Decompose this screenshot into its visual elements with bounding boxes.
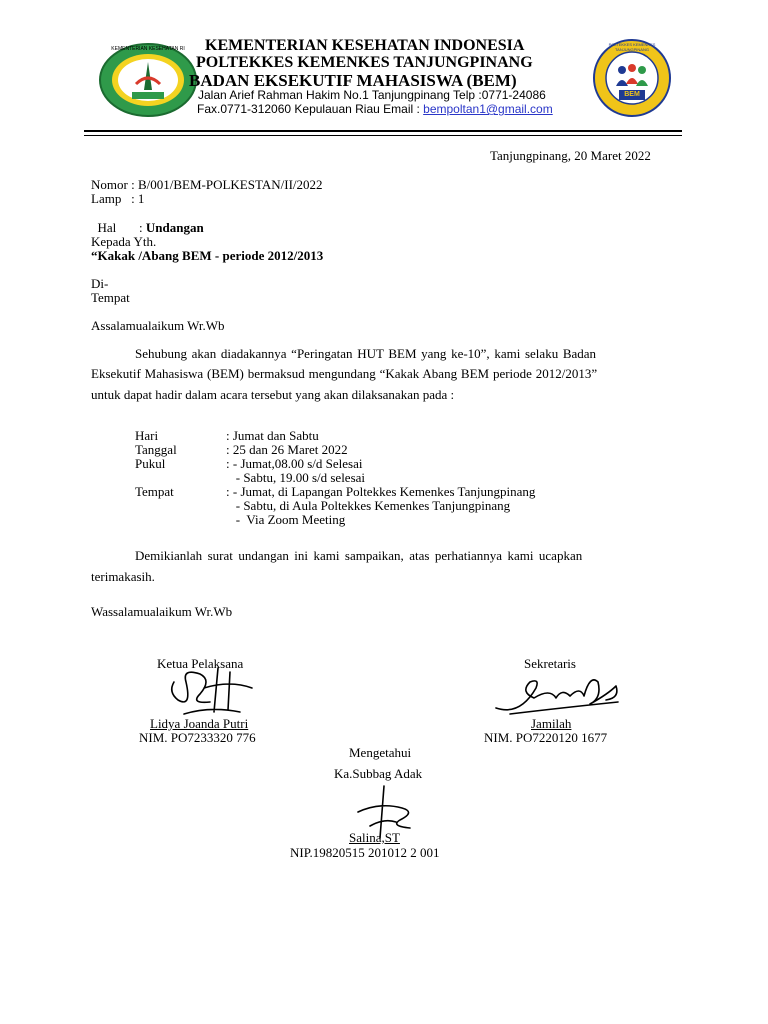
recipient-di: Di-: [91, 276, 109, 291]
letterhead-address: Jalan Arief Rahman Hakim No.1 Tanjungpinang Telp :0771-24086: [198, 88, 546, 102]
signer-center-mengetahui: Mengetahui: [349, 745, 412, 760]
event-label-tempat: Tempat: [135, 484, 174, 499]
bem-logo-badge: BEM: [624, 91, 640, 98]
letterhead-institution: POLTEKKES KEMENKES TANJUNGPINANG: [196, 54, 533, 71]
bem-logo-text: POLTEKKES KEMENKES TANJUNGPINANG: [608, 42, 656, 52]
letterhead-contact: [197, 102, 553, 116]
letterhead-organization: BADAN EKSEKUTIF MAHASISWA (BEM): [189, 71, 517, 90]
closing-line-1: Demikianlah surat undangan ini kami sampaikan, atas perhatiannya kami ucapkan: [135, 548, 583, 563]
signer-center-role: Ka.Subbag Adak: [334, 766, 423, 781]
closing-line-2: terimakasih.: [91, 569, 155, 584]
body-line-2: Eksekutif Mahasiswa (BEM) bermaksud mengundang “Kakak Abang BEM periode 2012/2013”: [91, 366, 598, 381]
letterhead-rule-thick: [84, 130, 682, 132]
signer-center-name: Salina,ST: [349, 830, 400, 845]
kemenkes-logo-text: KEMENTERIAN KESEHATAN RI: [111, 46, 185, 52]
date-place: Tanjungpinang, 20 Maret 2022: [490, 148, 651, 163]
event-value-pukul-1: : - Jumat,08.00 s/d Selesai: [226, 456, 363, 471]
event-label-hari: Hari: [135, 428, 159, 443]
letter-subject-label: Hal :: [97, 220, 146, 235]
event-value-tempat-3: - Via Zoom Meeting: [226, 512, 346, 527]
letter-subject: [91, 205, 204, 235]
signer-left-role: Ketua Pelaksana: [157, 656, 244, 671]
letter-attachment: Lamp : 1: [91, 191, 145, 206]
letter-subject-value: Undangan: [145, 220, 204, 235]
signer-left-name: Lidya Joanda Putri: [150, 716, 249, 731]
signer-right-role: Sekretaris: [524, 656, 576, 671]
signer-right-id: NIM. PO7220120 1677: [484, 730, 608, 745]
letter-number: Nomor : B/001/BEM-POLKESTAN/II/2022: [91, 177, 323, 192]
greeting: Assalamualaikum Wr.Wb: [91, 318, 225, 333]
recipient-name: “Kakak /Abang BEM - periode 2012/2013: [91, 248, 324, 263]
event-value-hari: : Jumat dan Sabtu: [226, 428, 319, 443]
bem-logo: [592, 38, 672, 118]
recipient-kepada: Kepada Yth.: [91, 234, 157, 249]
kemenkes-logo: [98, 42, 198, 118]
closing-salam: Wassalamualaikum Wr.Wb: [91, 604, 233, 619]
event-value-tempat-2: - Sabtu, di Aula Poltekkes Kemenkes Tanjungpinang: [226, 498, 511, 513]
letterhead-ministry: KEMENTERIAN KESEHATAN INDONESIA: [205, 37, 525, 54]
body-line-1: Sehubung akan diadakannya “Peringatan HUT BEM yang ke-10”, kami selaku Badan: [135, 346, 597, 361]
signature-left: [160, 662, 270, 722]
letterhead-fax: Fax.0771-312060 Kepulauan Riau Email :: [197, 102, 424, 116]
event-value-tanggal: : 25 dan 26 Maret 2022: [226, 442, 348, 457]
signature-right: [490, 668, 630, 718]
body-line-3: untuk dapat hadir dalam acara tersebut yang akan dilaksanakan pada :: [91, 387, 455, 402]
email-link[interactable]: bempoltan1@gmail.com: [423, 102, 553, 116]
letterhead-rule-thin: [84, 135, 682, 136]
signer-left-id: NIM. PO7233320 776: [139, 730, 256, 745]
signer-right-name: Jamilah: [531, 716, 572, 731]
signer-center-id: NIP.19820515 201012 2 001: [290, 845, 440, 860]
event-label-tanggal: Tanggal: [135, 442, 177, 457]
recipient-tempat: Tempat: [91, 290, 130, 305]
event-value-tempat-1: : - Jumat, di Lapangan Poltekkes Kemenkes Tanjungpinang: [226, 484, 536, 499]
event-value-pukul-2: - Sabtu, 19.00 s/d selesai: [226, 470, 366, 485]
event-label-pukul: Pukul: [135, 456, 166, 471]
